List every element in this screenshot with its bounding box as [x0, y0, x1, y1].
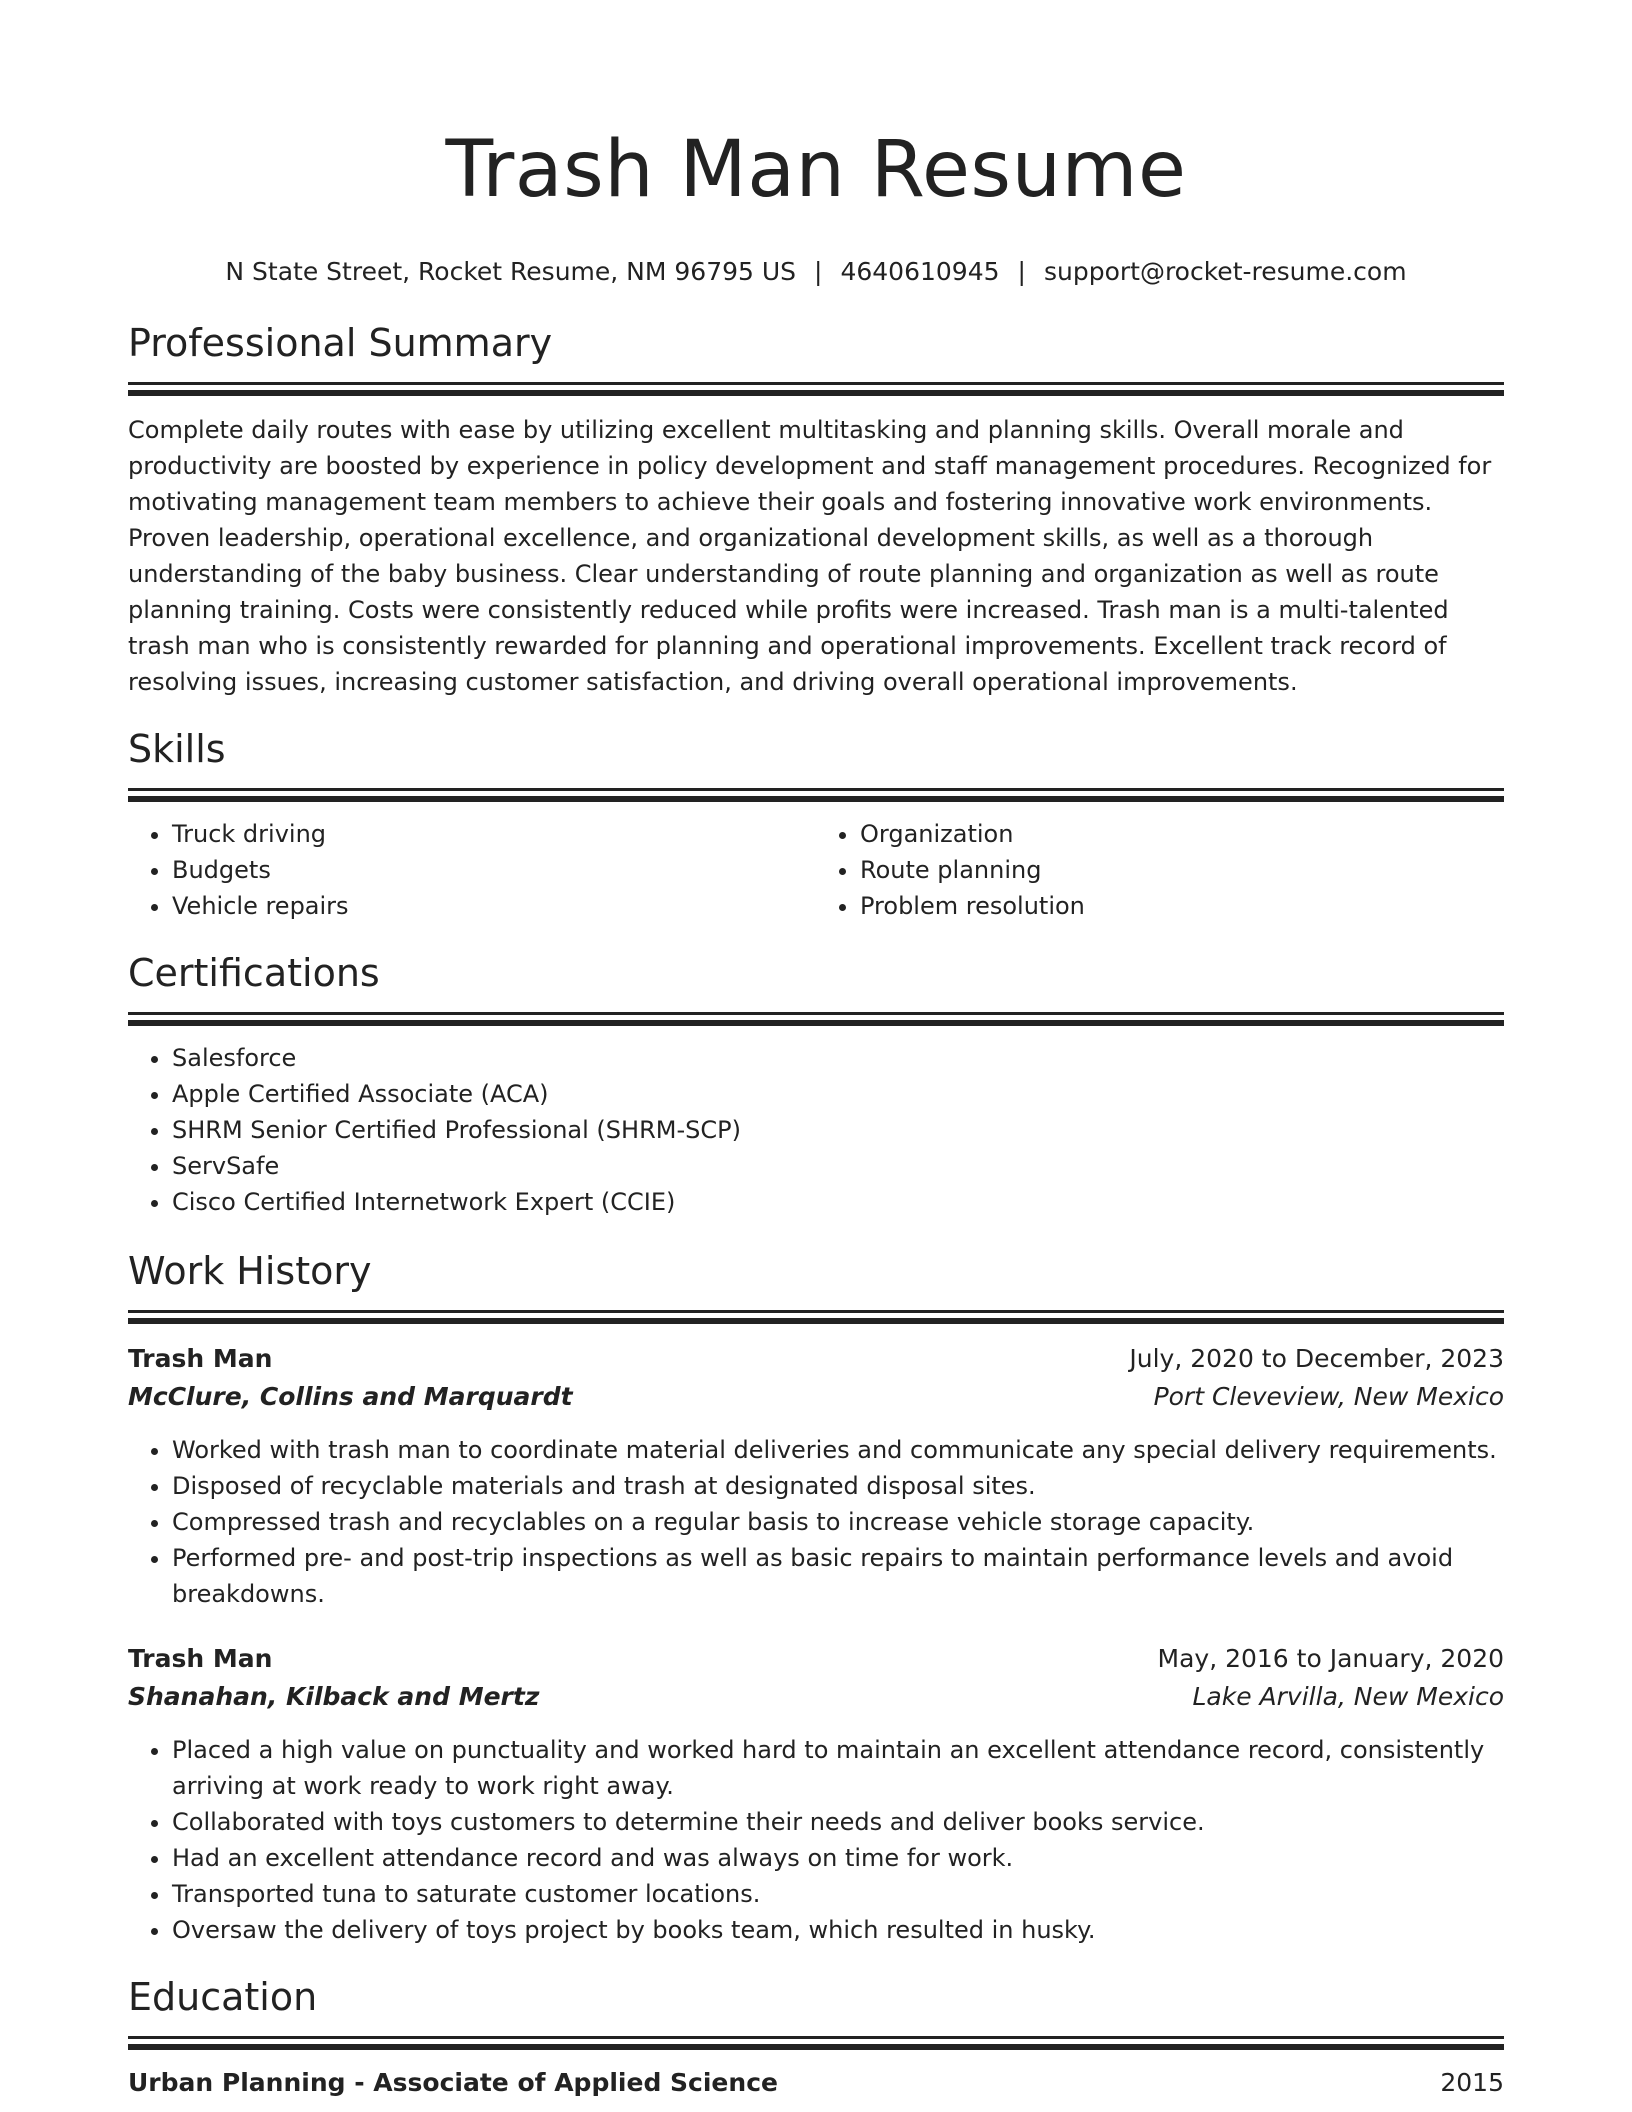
contact-separator: |	[814, 257, 823, 286]
job-company: Shanahan, Kilback and Mertz	[128, 1682, 540, 1711]
job-header	[128, 1340, 1504, 1378]
skills-list-right	[816, 816, 1504, 924]
job-bullet: • Had an excellent attendance record and was always on time for work.	[172, 1840, 1504, 1876]
job-location: Port Cleveview, New Mexico	[1153, 1382, 1504, 1411]
section-divider	[128, 2036, 1504, 2039]
section-divider-thick	[128, 1318, 1504, 1324]
skill-item: • Route planning	[860, 852, 1504, 888]
section-heading: Skills	[128, 727, 226, 771]
section-divider	[128, 382, 1504, 385]
section-heading: Education	[128, 1975, 318, 2019]
job-company: McClure, Collins and Marquardt	[128, 1382, 573, 1411]
job-location: Lake Arvilla, New Mexico	[1192, 1682, 1504, 1711]
section-heading: Professional Summary	[128, 321, 553, 365]
certification-item: • Cisco Certified Internetwork Expert (CCIE)	[172, 1184, 1504, 1220]
skills-grid	[128, 816, 1504, 924]
job-bullets	[128, 1432, 1504, 1612]
job-subheader	[128, 1378, 1504, 1416]
job-bullets	[128, 1732, 1504, 1948]
summary-section	[128, 320, 1504, 700]
education-entry	[128, 2064, 1504, 2102]
section-divider-thick	[128, 390, 1504, 396]
skills-section	[128, 726, 1504, 924]
job-header	[128, 1640, 1504, 1678]
resume-title: Trash Man Resume	[445, 125, 1187, 215]
job-bullet: • Oversaw the delivery of toys project by books team, which resulted in husky.	[172, 1912, 1504, 1948]
section-heading: Work History	[128, 1249, 372, 1293]
contact-line	[128, 256, 1504, 288]
job-title: Trash Man	[128, 1344, 273, 1373]
certification-item: • Salesforce	[172, 1040, 1504, 1076]
job-bullet: • Disposed of recyclable materials and trash at designated disposal sites.	[172, 1468, 1504, 1504]
section-divider	[128, 1012, 1504, 1015]
certifications-list	[128, 1040, 1504, 1220]
section-divider-thick	[128, 2044, 1504, 2050]
job-subheader	[128, 1678, 1504, 1716]
job-dates: May, 2016 to January, 2020	[1157, 1644, 1504, 1673]
work-history-section	[128, 1248, 1504, 1948]
job-entry	[128, 1340, 1504, 1612]
contact-email: support@rocket-resume.com	[1043, 257, 1407, 286]
skill-item: • Budgets	[172, 852, 816, 888]
summary-text: Complete daily routes with ease by utilizing excellent multitasking and planning skills. Overall morale and productivity are boosted by experience in policy development and staff management procedures. Recognized for motivating management team members to achieve their goals and fostering innovative work environments. Proven leadership, operational excellence, and organizational development skills, as well as a thorough understanding of the baby business. Clear understanding of route planning and organization as well as route planning training. Costs were consistently reduced while profits were increased. Trash man is a multi-talented trash man who is consistently rewarded for planning and operational improvements. Excellent track record of resolving issues, increasing customer satisfaction, and driving overall operational improvements.	[128, 416, 1492, 696]
certification-item: • ServSafe	[172, 1148, 1504, 1184]
skill-item: • Truck driving	[172, 816, 816, 852]
job-entry	[128, 1640, 1504, 1948]
job-bullet: • Worked with trash man to coordinate material deliveries and communicate any special delivery requirements.	[172, 1432, 1504, 1468]
skills-list-left	[128, 816, 816, 924]
certifications-section	[128, 950, 1504, 1220]
skill-item: • Problem resolution	[860, 888, 1504, 924]
section-divider-thick	[128, 1020, 1504, 1026]
contact-phone: 4640610945	[840, 257, 1000, 286]
job-bullet: • Transported tuna to saturate customer locations.	[172, 1876, 1504, 1912]
job-bullet: • Collaborated with toys customers to determine their needs and deliver books service.	[172, 1804, 1504, 1840]
job-bullet: • Compressed trash and recyclables on a regular basis to increase vehicle storage capacity.	[172, 1504, 1504, 1540]
skill-item: • Organization	[860, 816, 1504, 852]
job-dates: July, 2020 to December, 2023	[1129, 1344, 1504, 1373]
contact-address: N State Street, Rocket Resume, NM 96795 US	[225, 257, 797, 286]
section-heading: Certifications	[128, 951, 380, 995]
job-title: Trash Man	[128, 1644, 273, 1673]
certification-item: • Apple Certified Associate (ACA)	[172, 1076, 1504, 1112]
section-divider-thick	[128, 796, 1504, 802]
section-divider	[128, 1310, 1504, 1313]
education-section	[128, 1974, 1504, 2102]
section-divider	[128, 788, 1504, 791]
education-degree: Urban Planning - Associate of Applied Science	[128, 2068, 778, 2097]
education-year: 2015	[1440, 2068, 1504, 2097]
contact-separator: |	[1017, 257, 1026, 286]
job-bullet: • Placed a high value on punctuality and worked hard to maintain an excellent attendance record, consistently arriving at work ready to work right away.	[172, 1732, 1504, 1804]
skill-item: • Vehicle repairs	[172, 888, 816, 924]
certification-item: • SHRM Senior Certified Professional (SHRM-SCP)	[172, 1112, 1504, 1148]
job-bullet: • Performed pre- and post-trip inspections as well as basic repairs to maintain performance levels and avoid breakdowns.	[172, 1540, 1504, 1612]
